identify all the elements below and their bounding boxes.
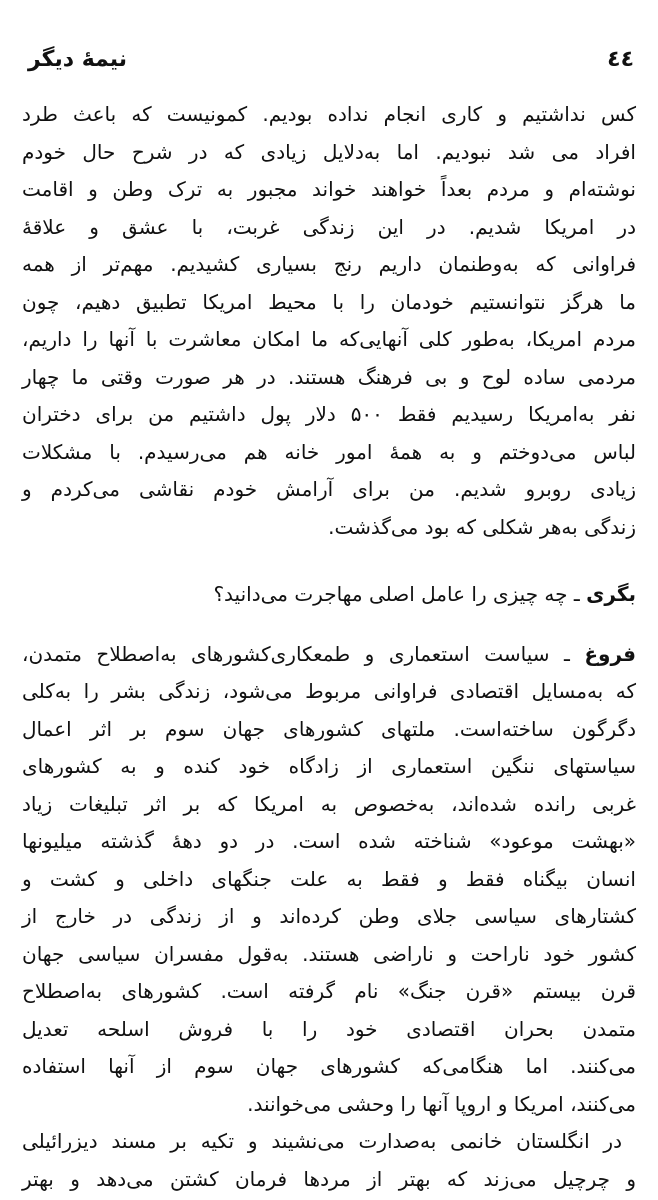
text-line: متمدن بحران اقتصادی خود را با فروش اسلحه تعديل: [22, 1016, 636, 1041]
text-line: که به‌مسايل اقتصادی فراوانی مربوط می‌شود، زندگی بشر را به‌کلی: [22, 679, 636, 703]
text-line: مردم امريکا، به‌طور کلی آنهايی‌که ما امکان معاشرت با آنها را داريم،: [22, 327, 636, 351]
speaker-name: فروغ: [584, 641, 636, 666]
text-line: کس نداشتيم و کاری انجام نداده بوديم. کمونيست که باعث طرد: [22, 102, 636, 126]
text-line: قرن بيستم «قرن جنگ» نام گرفته است. کشورهای به‌اصطلاح: [22, 979, 636, 1003]
text-line: کشتارهای سياسی جلای وطن کرده‌اند و از زندگی در خارج از: [22, 904, 636, 928]
text-line: در امريکا شديم. در اين زندگی غربت، با عشق و علاقهٔ: [22, 214, 636, 239]
paragraph-answer: [22, 636, 636, 1124]
text-line: غربی رانده شده‌اند، به‌خصوص به امريکا که بر اثر تبليغات زياد: [22, 791, 636, 816]
text-line: مردمی ساده لوح و بی فرهنگ هستند. در هر صورت وقتی ما چهار: [22, 364, 636, 389]
paragraph-intro: [22, 96, 636, 546]
text-line: ما هرگز نتوانستيم خودمان را با محيط امريکا تطبيق دهيم، چون: [22, 289, 636, 314]
text-line: در انگلستان خانمی به‌صدارت می‌نشيند و تکيه بر مسند ديزرائيلی: [22, 1129, 622, 1153]
text-line: سياستهای ننگين استعماری از زادگاه خود کنده و به کشورهای: [22, 754, 636, 778]
text-line: فراوانی که به‌وطنمان داريم رنج بسياری کشيديم. مهم‌تر از همه: [22, 252, 636, 276]
text-line: می‌کنند. اما هنگامی‌که کشورهای جهان سوم از آنها استفاده: [22, 1054, 636, 1078]
running-title: نيمهٔ ديگر: [28, 47, 128, 72]
text-line: ـ سياست استعماری و طمعکاری‌کشورهای به‌اصطلاح متمدن،: [22, 641, 585, 666]
page-number: ٤٤: [607, 47, 634, 72]
page-header: [28, 40, 634, 80]
text-line: افراد می شد نبوديم. اما به‌دلايل زيادی که در شرح حال خودم: [22, 139, 636, 164]
text-line: ـ چه چيزی را عامل اصلی مهاجرت می‌دانيد؟: [213, 582, 587, 606]
text-line: می‌کنند، امريکا و اروپا آنها را وحشی می‌خوانند.: [247, 1091, 636, 1116]
text-line: کشور خود ناراحت و ناراضی هستند. به‌قول مفسران سياسی جهان: [22, 941, 636, 966]
page-body: [22, 96, 636, 1198]
speaker-name: بگری: [586, 582, 636, 606]
text-line: و چرچيل می‌زند که بهتر از مردها فرمان کشتن می‌دهد و بهتر: [22, 1166, 636, 1191]
text-line: نوشته‌ام و مردم بعداً خواهند خواند مجبور به ترک وطن و اقامت: [22, 177, 636, 201]
text-line: لباس می‌دوختم و به همهٔ امور خانه هم می‌رسيدم. با مشکلات: [22, 439, 636, 464]
text-line: «بهشت موعود» شناخته شده است. در دو دههٔ گذشته ميليونها: [22, 829, 636, 853]
text-line: زيادی روبرو شديم. من برای آرامش خودم نقاشی می‌کردم و: [22, 477, 636, 501]
text-line: دگرگون ساخته‌است. ملتهای کشورهای جهان سوم بر اثر اعمال: [22, 716, 636, 741]
paragraph-continuation: [22, 1123, 636, 1198]
text-line: انسان بيگناه فقط و فقط به علت جنگهای داخلی و کشت و: [22, 866, 636, 891]
text-line: زندگی به‌هر شکلی که بود می‌گذشت.: [328, 514, 636, 539]
paragraph-question: [22, 576, 636, 614]
text-line: نفر به‌امريکا رسيديم فقط ۵۰۰ دلار پول داشتيم من برای دختران: [22, 402, 636, 426]
